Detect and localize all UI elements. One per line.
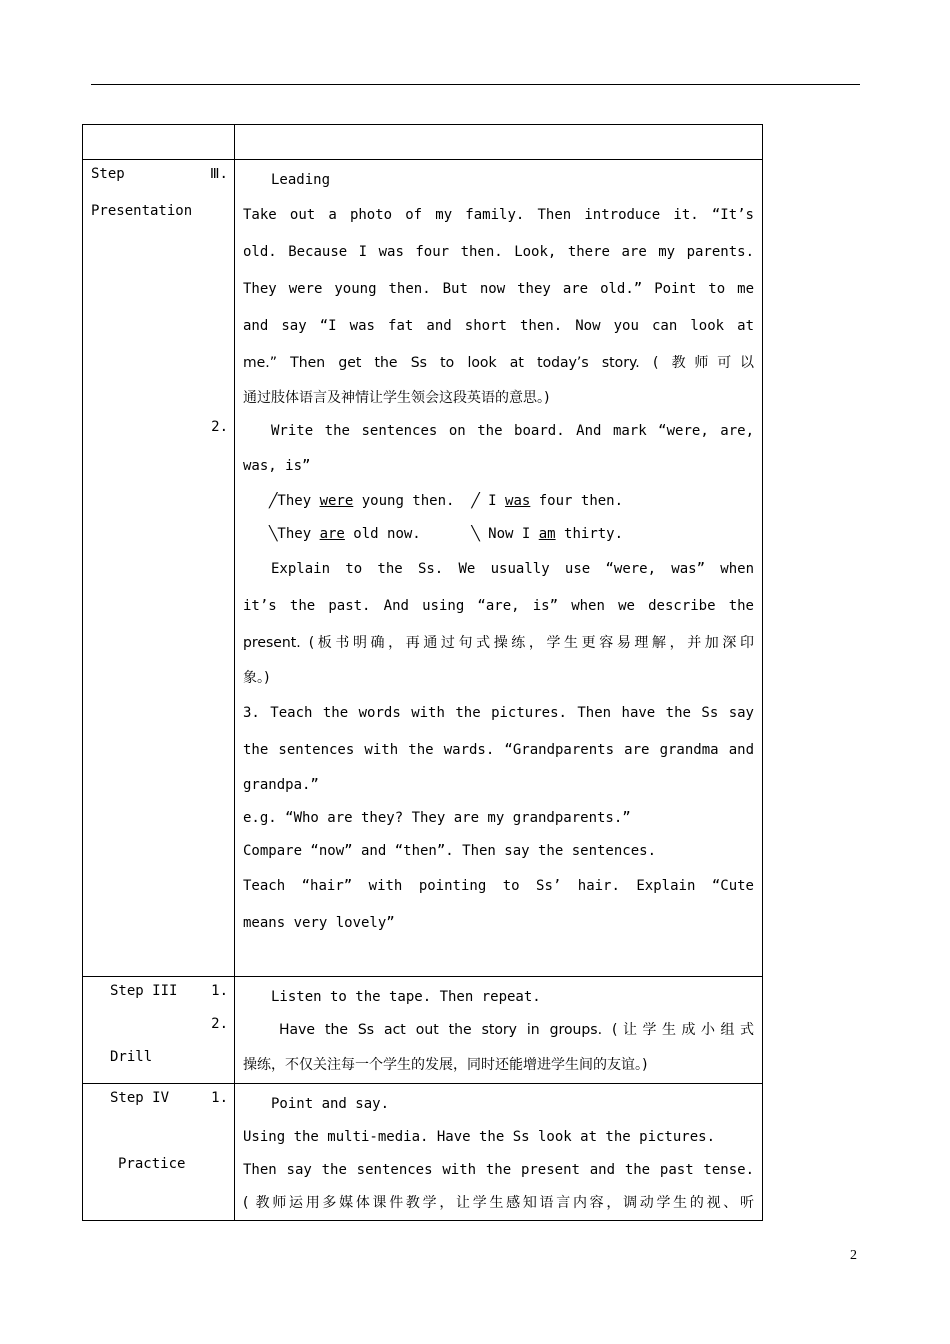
drill-row bbox=[83, 977, 763, 1084]
board-text: old now. bbox=[344, 526, 421, 542]
content-line: Point and say. bbox=[271, 1096, 390, 1112]
empty-header-row bbox=[83, 125, 763, 160]
board-text: ╲ Now I bbox=[471, 526, 539, 542]
practice-row bbox=[83, 1084, 763, 1221]
underlined-word: were bbox=[319, 493, 354, 509]
underlined-word: are bbox=[319, 526, 345, 542]
step-name: Practice bbox=[118, 1156, 186, 1172]
presentation-row bbox=[83, 160, 763, 977]
content-line: it’s the past. And using “are, is” when we describe the bbox=[243, 598, 754, 614]
content-line: ( 教师运用多媒体课件教学，让学生感知语言内容，调动学生的视、听 bbox=[243, 1195, 754, 1211]
drill-content-cell bbox=[235, 977, 763, 1084]
content-line: was, is” bbox=[243, 458, 311, 474]
content-line: 通过肢体语言及神情让学生领会这段英语的意思。) bbox=[243, 390, 550, 406]
content-line: Listen to the tape. Then repeat. bbox=[271, 989, 541, 1005]
board-line-2 bbox=[243, 518, 754, 551]
underlined-word: am bbox=[538, 526, 556, 542]
content-line: the sentences with the wards. “Grandparents are grandma and bbox=[243, 742, 754, 758]
header-rule bbox=[91, 84, 860, 85]
board-text: ╲They bbox=[269, 526, 320, 542]
step-name: Drill bbox=[110, 1049, 153, 1065]
content-line: 象。) bbox=[243, 670, 270, 686]
step-name: Presentation bbox=[91, 203, 193, 219]
content-line: old. Because I was four then. Look, there are my parents. bbox=[243, 244, 754, 260]
board-text: four then. bbox=[530, 493, 624, 509]
content-line: Explain to the Ss. We usually use “were, was” when bbox=[271, 561, 754, 577]
content-line: grandpa.” bbox=[243, 777, 319, 793]
content-line: means very lovely” bbox=[243, 915, 395, 931]
drill-step-cell bbox=[83, 977, 235, 1084]
step-label: Step IV bbox=[110, 1090, 170, 1106]
content-line: 操练，不仅关注每一个学生的发展，同时还能增进学生间的友谊。) bbox=[243, 1057, 648, 1073]
step-label: Step III bbox=[110, 983, 178, 999]
content-line: Leading bbox=[271, 172, 331, 188]
content-line: present. (板书明确，再通过句式操练，学生更容易理解，并加深印 bbox=[243, 635, 754, 651]
page-number: 2 bbox=[850, 1248, 857, 1263]
content-line: 3. Teach the words with the pictures. Then have the Ss say bbox=[243, 705, 754, 721]
board-text: thirty. bbox=[555, 526, 624, 542]
lesson-plan-table bbox=[82, 124, 763, 1221]
content-line: Have the Ss act out the story in groups. (让学生成小组式 bbox=[279, 1022, 754, 1038]
step-roman-numeral: Ⅲ. bbox=[209, 166, 228, 182]
sub-step-number: 2. bbox=[211, 419, 228, 435]
sub-step-number: 1. bbox=[211, 983, 228, 999]
sub-step-number: 1. bbox=[211, 1090, 228, 1106]
board-text: ╱They bbox=[269, 493, 320, 509]
content-line: Using the multi-media. Have the Ss look at the pictures. bbox=[243, 1129, 716, 1145]
step-label: Step bbox=[91, 166, 125, 182]
content-line: Take out a photo of my family. Then introduce it. “It’s bbox=[243, 207, 754, 223]
content-line: and say “I was fat and short then. Now you can look at bbox=[243, 318, 754, 334]
board-line-1 bbox=[243, 485, 754, 518]
presentation-step-cell bbox=[83, 160, 235, 977]
practice-content-cell bbox=[235, 1084, 763, 1221]
content-line: Write the sentences on the board. And mark “were, are, bbox=[271, 423, 754, 439]
content-line: Teach “hair” with pointing to Ss’ hair. Explain “Cute bbox=[243, 878, 754, 894]
content-line: Compare “now” and “then”. Then say the sentences. bbox=[243, 843, 657, 859]
sub-step-number: 2. bbox=[211, 1016, 228, 1032]
content-line: e.g. “Who are they? They are my grandparents.” bbox=[243, 810, 631, 826]
underlined-word: was bbox=[505, 493, 531, 509]
content-line: They were young then. But now they are old.” Point to me bbox=[243, 281, 754, 297]
content-line: me.” Then get the Ss to look at today’s story. ( 教师可以 bbox=[243, 355, 754, 371]
board-text: ╱ I bbox=[471, 493, 506, 509]
practice-step-cell bbox=[83, 1084, 235, 1221]
empty-left-cell bbox=[83, 125, 235, 160]
board-text: young then. bbox=[353, 493, 455, 509]
content-line: Then say the sentences with the present and the past tense. bbox=[243, 1162, 754, 1178]
presentation-content-cell bbox=[235, 160, 763, 977]
empty-right-cell bbox=[235, 125, 763, 160]
